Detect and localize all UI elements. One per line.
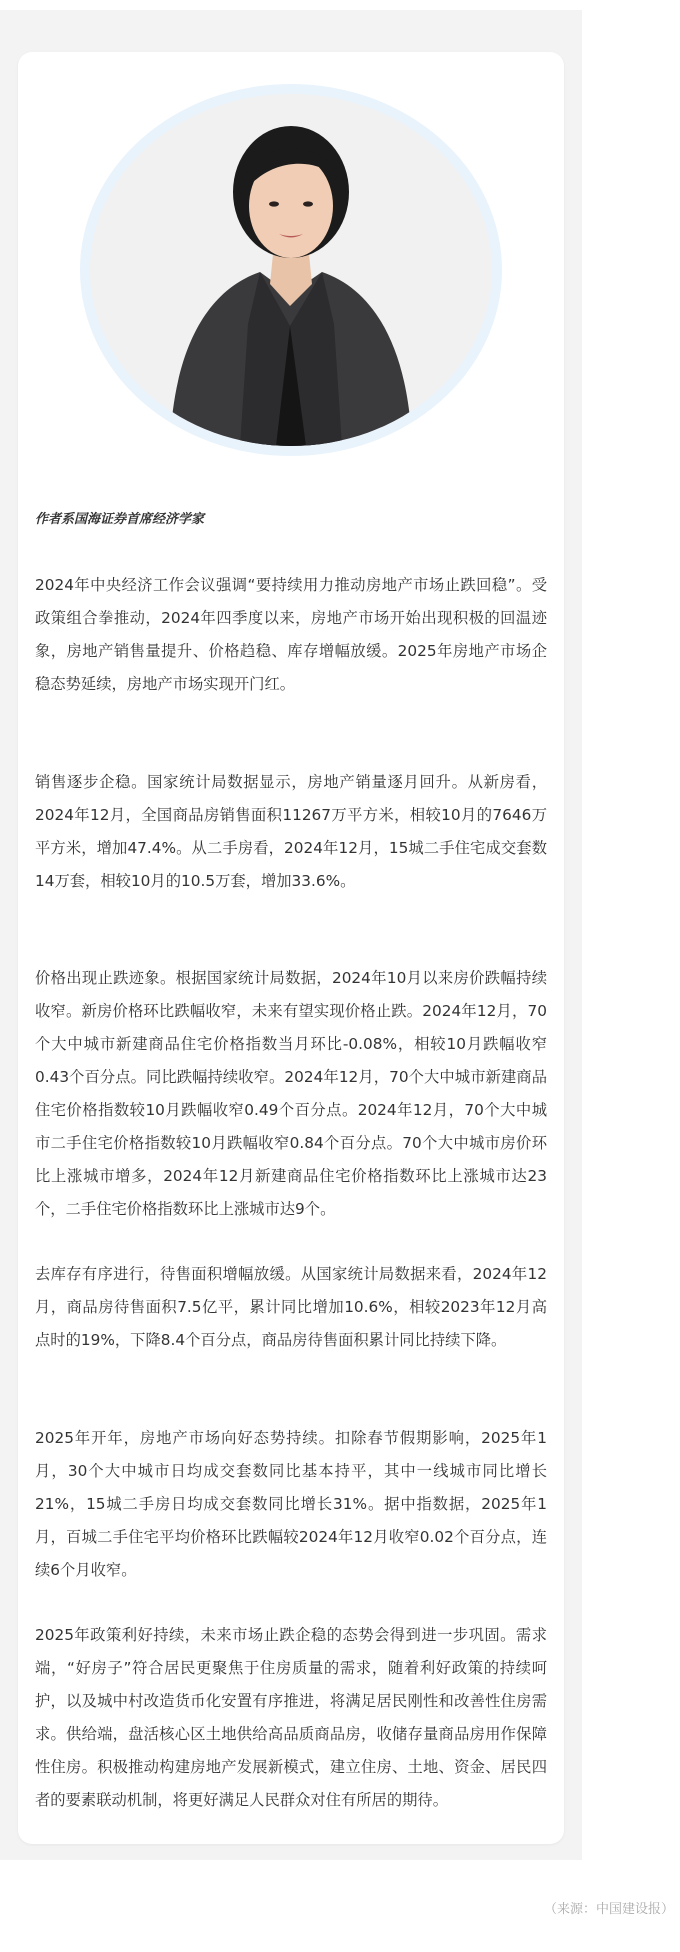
paragraph-sales: 销售逐步企稳。国家统计局数据显示，房地产销量逐月回升。从新房看， 2024年12月，全国商品房销售面积11267万平方米，相较10月的7646万平方米，增加47.4%。从二手房看，2024年12月，15城二手住宅成交套数14万套，相较10月的10.5万套，增加33.6%。 — [35, 773, 547, 890]
source-credit: （来源：中国建设报） — [543, 1902, 674, 1917]
author-portrait — [90, 94, 492, 446]
author-portrait-illustration — [90, 94, 492, 446]
article-background — [0, 10, 582, 1860]
portrait-frame — [80, 84, 502, 456]
author-caption: 作者系国海证券首席经济学家 — [35, 512, 205, 527]
paragraph-2025-start: 2025年开年，房地产市场向好态势持续。扣除春节假期影响，2025年1月，30个大中城市日均成交套数同比基本持平，其中一线城市同比增长21%，15城二手房日均成交套数同比增长31%。据中指数据，2025年1月，百城二手住宅平均价格环比跌幅较2024年12月收窄0.02个百分点，连续6个月收窄。 — [35, 1429, 547, 1579]
paragraph-outlook: 2025年政策利好持续，未来市场止跌企稳的态势会得到进一步巩固。需求端，“好房子”符合居民更聚焦于住房质量的需求，随着利好政策的持续呵护，以及城中村改造货币化安置有序推进，将满足居民刚性和改善性住房需求。供给端，盘活核心区土地供给高品质商品房，收储存量商品房用作保障性住房。积极推动构建房地产发展新模式，建立住房、土地、资金、居民四者的要素联动机制，将更好满足人民群众对住有所居的期待。 — [35, 1626, 547, 1809]
paragraph-inventory: 去库存有序进行，待售面积增幅放缓。从国家统计局数据来看，2024年12月，商品房待售面积7.5亿平，累计同比增加10.6%，相较2023年12月高点时的19%，下降8.4个百分点，商品房待售面积累计同比持续下降。 — [35, 1265, 547, 1349]
article-card — [18, 52, 564, 1844]
paragraph-prices: 价格出现止跌迹象。根据国家统计局数据，2024年10月以来房价跌幅持续收窄。新房价格环比跌幅收窄，未来有望实现价格止跌。2024年12月，70个大中城市新建商品住宅价格指数当月环比-0.08%，相较10月跌幅收窄0.43个百分点。同比跌幅持续收窄。2024年12月，70个大中城市新建商品住宅价格指数较10月跌幅收窄0.49个百分点。2024年12月，70个大中城市二手住宅价格指数较10月跌幅收窄0.84个百分点。70个大中城市房价环比上涨城市增多，2024年12月新建商品住宅价格指数环比上涨城市达23个，二手住宅价格指数环比上涨城市达9个。 — [35, 969, 547, 1218]
paragraph-intro: 2024年中央经济工作会议强调“要持续用力推动房地产市场止跌回稳”。受政策组合拳推动，2024年四季度以来，房地产市场开始出现积极的回温迹象，房地产销售量提升、价格趋稳、库存增幅放缓。2025年房地产市场企稳态势延续，房地产市场实现开门红。 — [35, 576, 547, 693]
